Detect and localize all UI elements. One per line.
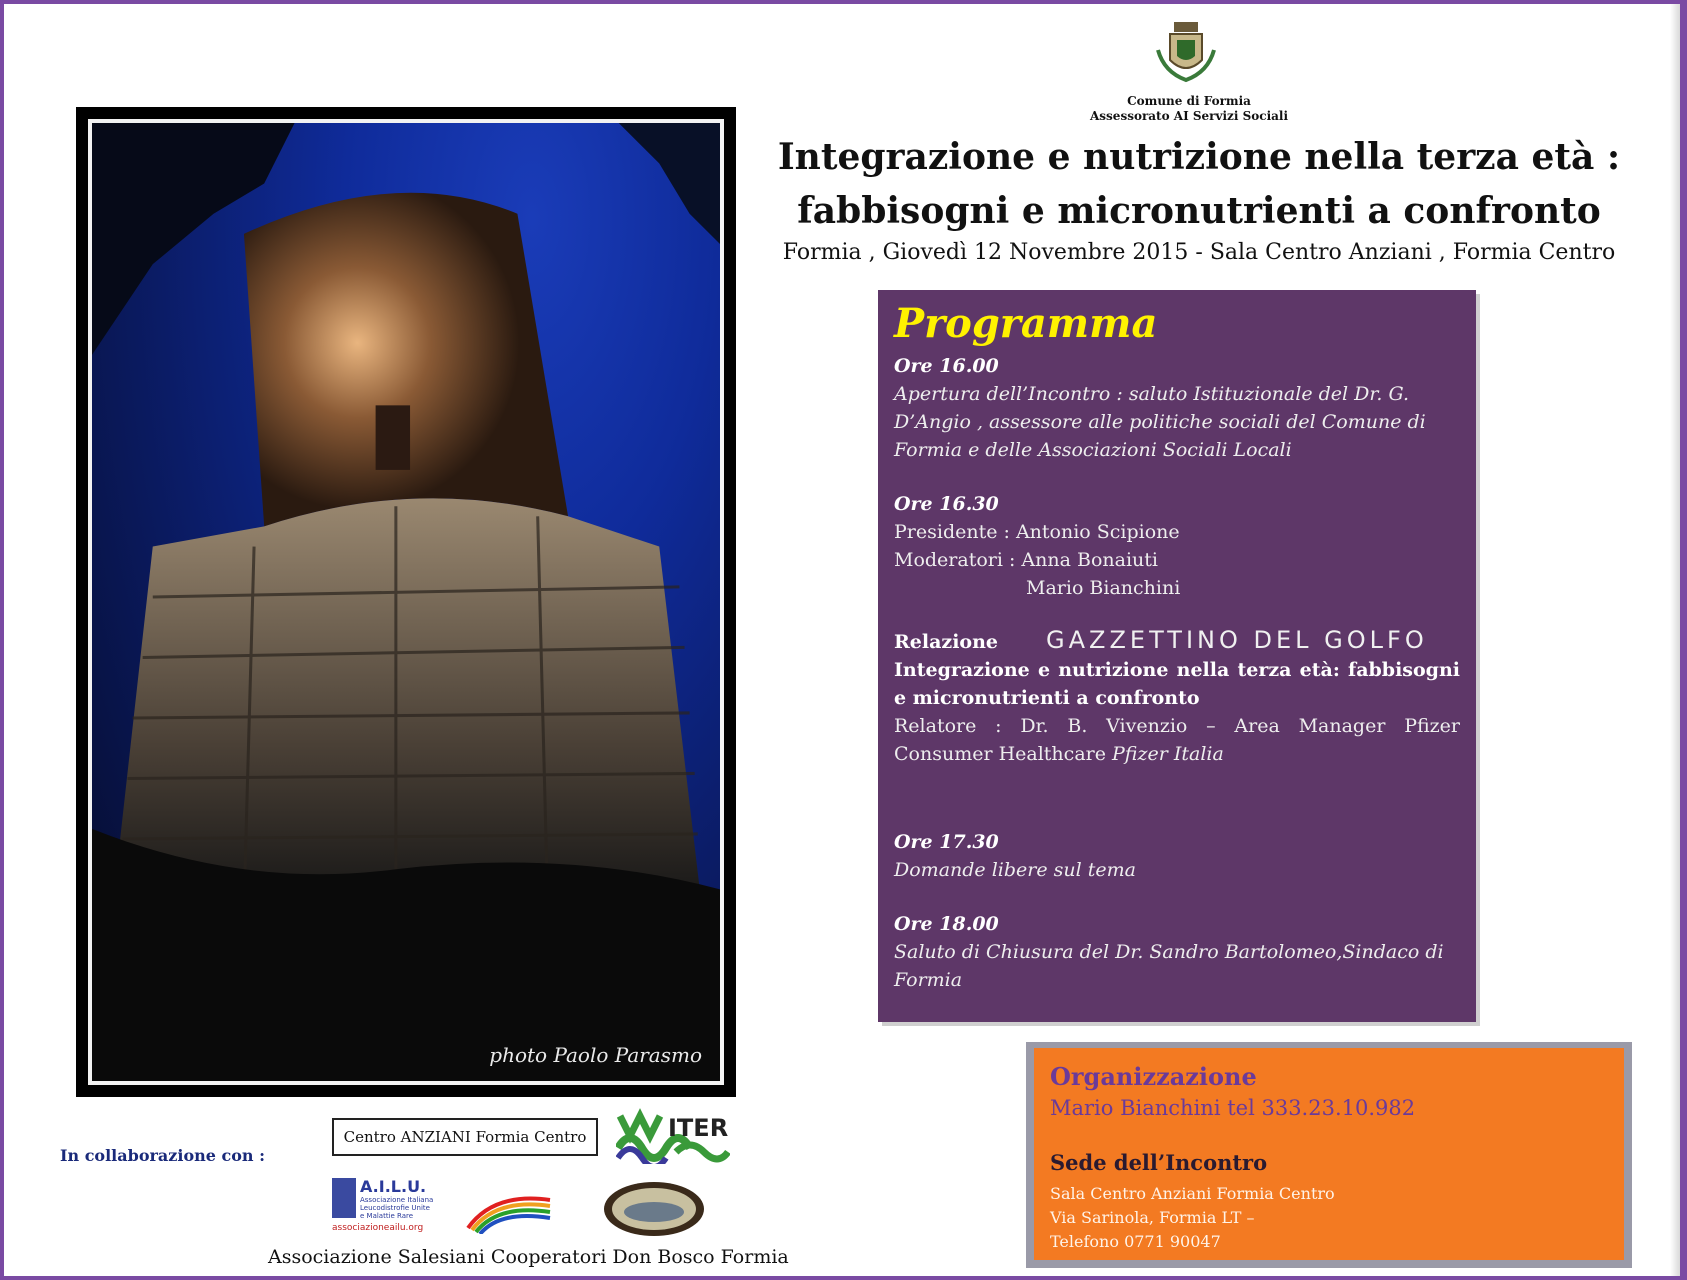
session-text: Domande libere sul tema (894, 859, 1136, 881)
organizzazione-panel (1034, 1048, 1624, 1260)
organizzazione-contact: Mario Bianchini tel 333.23.10.982 (1050, 1096, 1416, 1120)
sede-line-1: Sala Centro Anziani Formia Centro (1050, 1184, 1335, 1203)
sede-line-2: Via Sarinola, Formia LT – (1050, 1208, 1255, 1227)
event-title-line2: fabbisogni e micronutrienti a confronto (797, 190, 1601, 232)
session-1630 (894, 490, 1460, 602)
sede-line-3: Telefono 0771 90047 (1050, 1232, 1221, 1251)
ailu-logo (330, 1176, 436, 1236)
svg-text:Leucodistrofie Unite: Leucodistrofie Unite (360, 1204, 430, 1212)
pfizer-italia: Pfizer Italia (1112, 743, 1224, 765)
session-1800 (894, 910, 1460, 994)
don-bosco-oval-logo (602, 1180, 706, 1238)
organizzazione-title: Organizzazione (1050, 1062, 1257, 1091)
iter-text: ITER (668, 1114, 729, 1142)
session-time: Ore 18.00 (894, 913, 999, 935)
event-subtitle: Formia , Giovedì 12 Novembre 2015 - Sala Centro Anziani , Formia Centro (782, 240, 1616, 265)
comune-name: Comune di Formia (1127, 94, 1251, 108)
moderatori-line-2: Mario Bianchini (1026, 577, 1181, 599)
sede-title: Sede dell’Incontro (1050, 1150, 1268, 1175)
ailu-text: A.I.L.U. (360, 1177, 427, 1196)
relatore-text: Relatore : Dr. B. Vivenzio – Area Manager Pfizer Consumer Healthcare (894, 715, 1460, 765)
relatore-line (894, 712, 1460, 768)
presidente-line: Presidente : Antonio Scipione (894, 521, 1180, 543)
photo-frame (88, 119, 724, 1085)
poster (4, 4, 1680, 1276)
session-text: Saluto di Chiusura del Dr. Sandro Bartolomeo,Sindaco di Formia (894, 941, 1444, 991)
watermark: GAZZETTINO DEL GOLFO (1046, 626, 1428, 654)
svg-text:Associazione Italiana: Associazione Italiana (360, 1196, 434, 1204)
organizzazione-box (1026, 1042, 1632, 1268)
event-title (764, 130, 1634, 238)
session-1730 (894, 828, 1460, 884)
programma-title: Programma (894, 300, 1158, 347)
svg-text:e Malattie Rare: e Malattie Rare (360, 1212, 414, 1220)
session-1600 (894, 352, 1460, 464)
moderatori-line: Moderatori : Anna Bonaiuti (894, 549, 1158, 571)
svg-text:associazioneailu.org: associazioneailu.org (332, 1223, 424, 1233)
tower-photo (76, 107, 736, 1097)
collaborazione-names: Associazione Salesiani Cooperatori Don Bosco Formia (268, 1246, 789, 1268)
session-time: Ore 16.30 (894, 493, 999, 515)
programma-box (878, 290, 1476, 1022)
salesiani-rainbow-logo (464, 1188, 554, 1234)
comune-heading (1024, 94, 1354, 124)
collaborazione-label: In collaborazione con : (60, 1146, 266, 1165)
photo-credit: photo Paolo Parasmo (489, 1043, 702, 1067)
session-text: Apertura dell’Incontro : saluto Istituzionale del Dr. G. D’Angio , assessore alle politiche sociali del Comune di Formia e delle Associazioni Sociali Locali (894, 383, 1426, 461)
centro-anziani-box: Centro ANZIANI Formia Centro (332, 1118, 598, 1156)
comune-crest-icon (1150, 20, 1222, 86)
tower-illustration (92, 123, 720, 1081)
session-time: Ore 17.30 (894, 831, 999, 853)
event-title-line1: Integrazione e nutrizione nella terza età : (777, 136, 1621, 178)
session-time: Ore 16.00 (894, 355, 999, 377)
relazione-title: Integrazione e nutrizione nella terza età: fabbisogni e micronutrienti a confronto (894, 659, 1460, 709)
page-edge-shadow (1670, 4, 1680, 1276)
iter-logo (616, 1108, 730, 1164)
relazione-label: Relazione (894, 631, 998, 653)
assessorato-name: Assessorato AI Servizi Sociali (1089, 109, 1289, 123)
